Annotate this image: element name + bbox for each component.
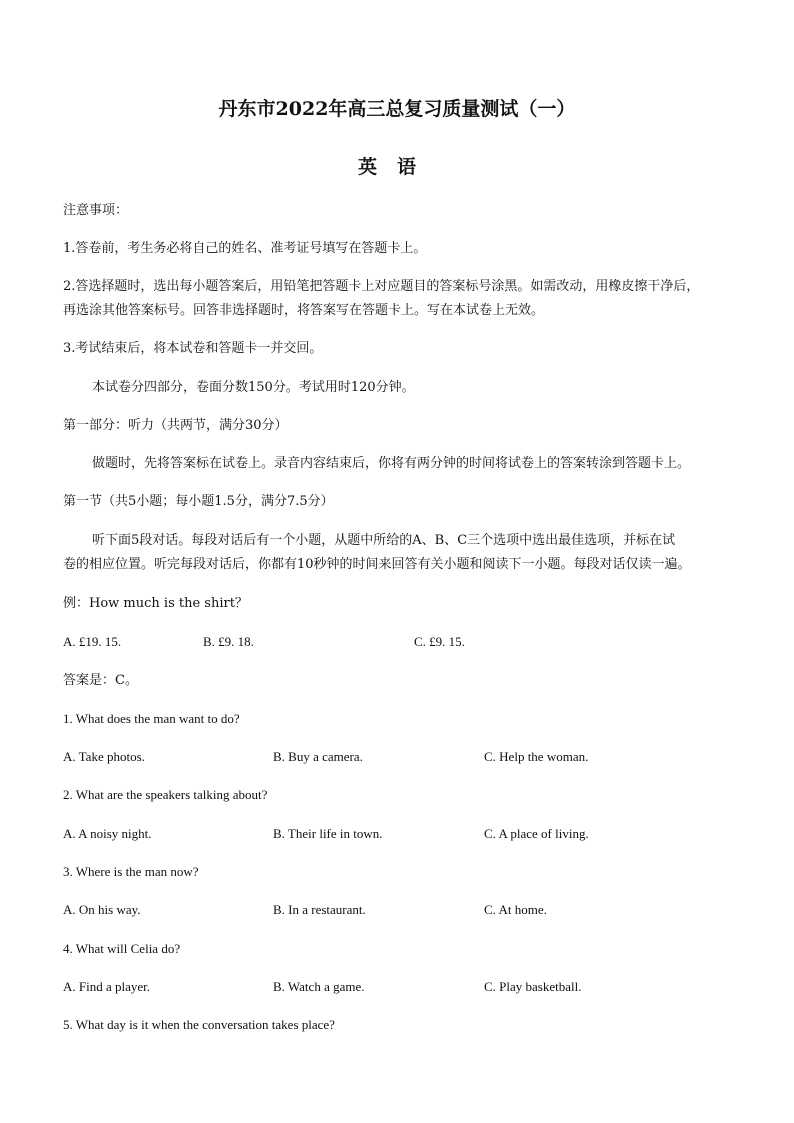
question-1: 1. What does the man want to do? — [63, 711, 240, 726]
notice-3: 3.考试结束后，将本试卷和答题卡一并交回。 — [63, 341, 323, 356]
subject-title: 英语 — [357, 156, 436, 178]
question-4: 4. What will Celia do? — [63, 941, 181, 956]
q2-option-c: C. A place of living. — [484, 826, 589, 841]
notice-heading: 注意事项： — [63, 203, 129, 218]
exam-info: 本试卷分四部分，卷面分数150分。考试用时120分钟。 — [92, 380, 415, 395]
example-option-a: A. £19. 15. — [63, 634, 122, 649]
question-2: 2. What are the speakers talking about? — [63, 787, 268, 802]
section1-instruction-1: 听下面5段对话。每段对话后有一个小题，从题中所给的A、B、C三个选项中选出最佳选项，并标在试 — [92, 533, 676, 548]
q3-option-a: A. On his way. — [63, 902, 141, 917]
example-question: 例：How much is the shirt？ — [63, 596, 248, 611]
q1-option-b: B. Buy a camera. — [273, 749, 363, 764]
example-option-b: B. £9. 18. — [203, 634, 254, 649]
part1-heading: 第一部分：听力（共两节，满分30分） — [63, 418, 288, 433]
q2-option-a: A. A noisy night. — [63, 826, 152, 841]
section1-heading: 第一节（共5小题；每小题1.5分，满分7.5分） — [63, 494, 334, 509]
q3-option-c: C. At home. — [484, 902, 547, 917]
q3-option-b: B. In a restaurant. — [273, 902, 366, 917]
example-answer: 答案是：C。 — [63, 673, 138, 688]
notice-2a: 2.答选择题时，选出每小题答案后，用铅笔把答题卡上对应题目的答案标号涂黑。如需改动，用橡皮擦干净后， — [63, 279, 700, 294]
notice-2b: 再选涂其他答案标号。回答非选择题时，将答案写在答题卡上。写在本试卷上无效。 — [63, 303, 545, 318]
q4-option-a: A. Find a player. — [63, 979, 151, 994]
q4-option-c: C. Play basketball. — [484, 979, 582, 994]
part1-instruction: 做题时，先将答案标在试卷上。录音内容结束后，你将有两分钟的时间将试卷上的答案转涂到答题卡上。 — [92, 456, 691, 471]
section1-instruction-2: 卷的相应位置。听完每段对话后，你都有10秒钟的时间来回答有关小题和阅读下一小题。每段对话仅读一遍。 — [63, 557, 691, 572]
question-5: 5. What day is it when the conversation takes place? — [63, 1017, 335, 1032]
question-3: 3. Where is the man now? — [63, 864, 199, 879]
q4-option-b: B. Watch a game. — [273, 979, 365, 994]
example-option-c: C. £9. 15. — [414, 634, 465, 649]
exam-title: 丹东市2022年高三总复习质量测试（一） — [218, 98, 576, 120]
q2-option-b: B. Their life in town. — [273, 826, 383, 841]
q1-option-c: C. Help the woman. — [484, 749, 589, 764]
notice-1: 1.答卷前，考生务必将自己的姓名、准考证号填写在答题卡上。 — [63, 241, 427, 256]
q1-option-a: A. Take photos. — [63, 749, 145, 764]
